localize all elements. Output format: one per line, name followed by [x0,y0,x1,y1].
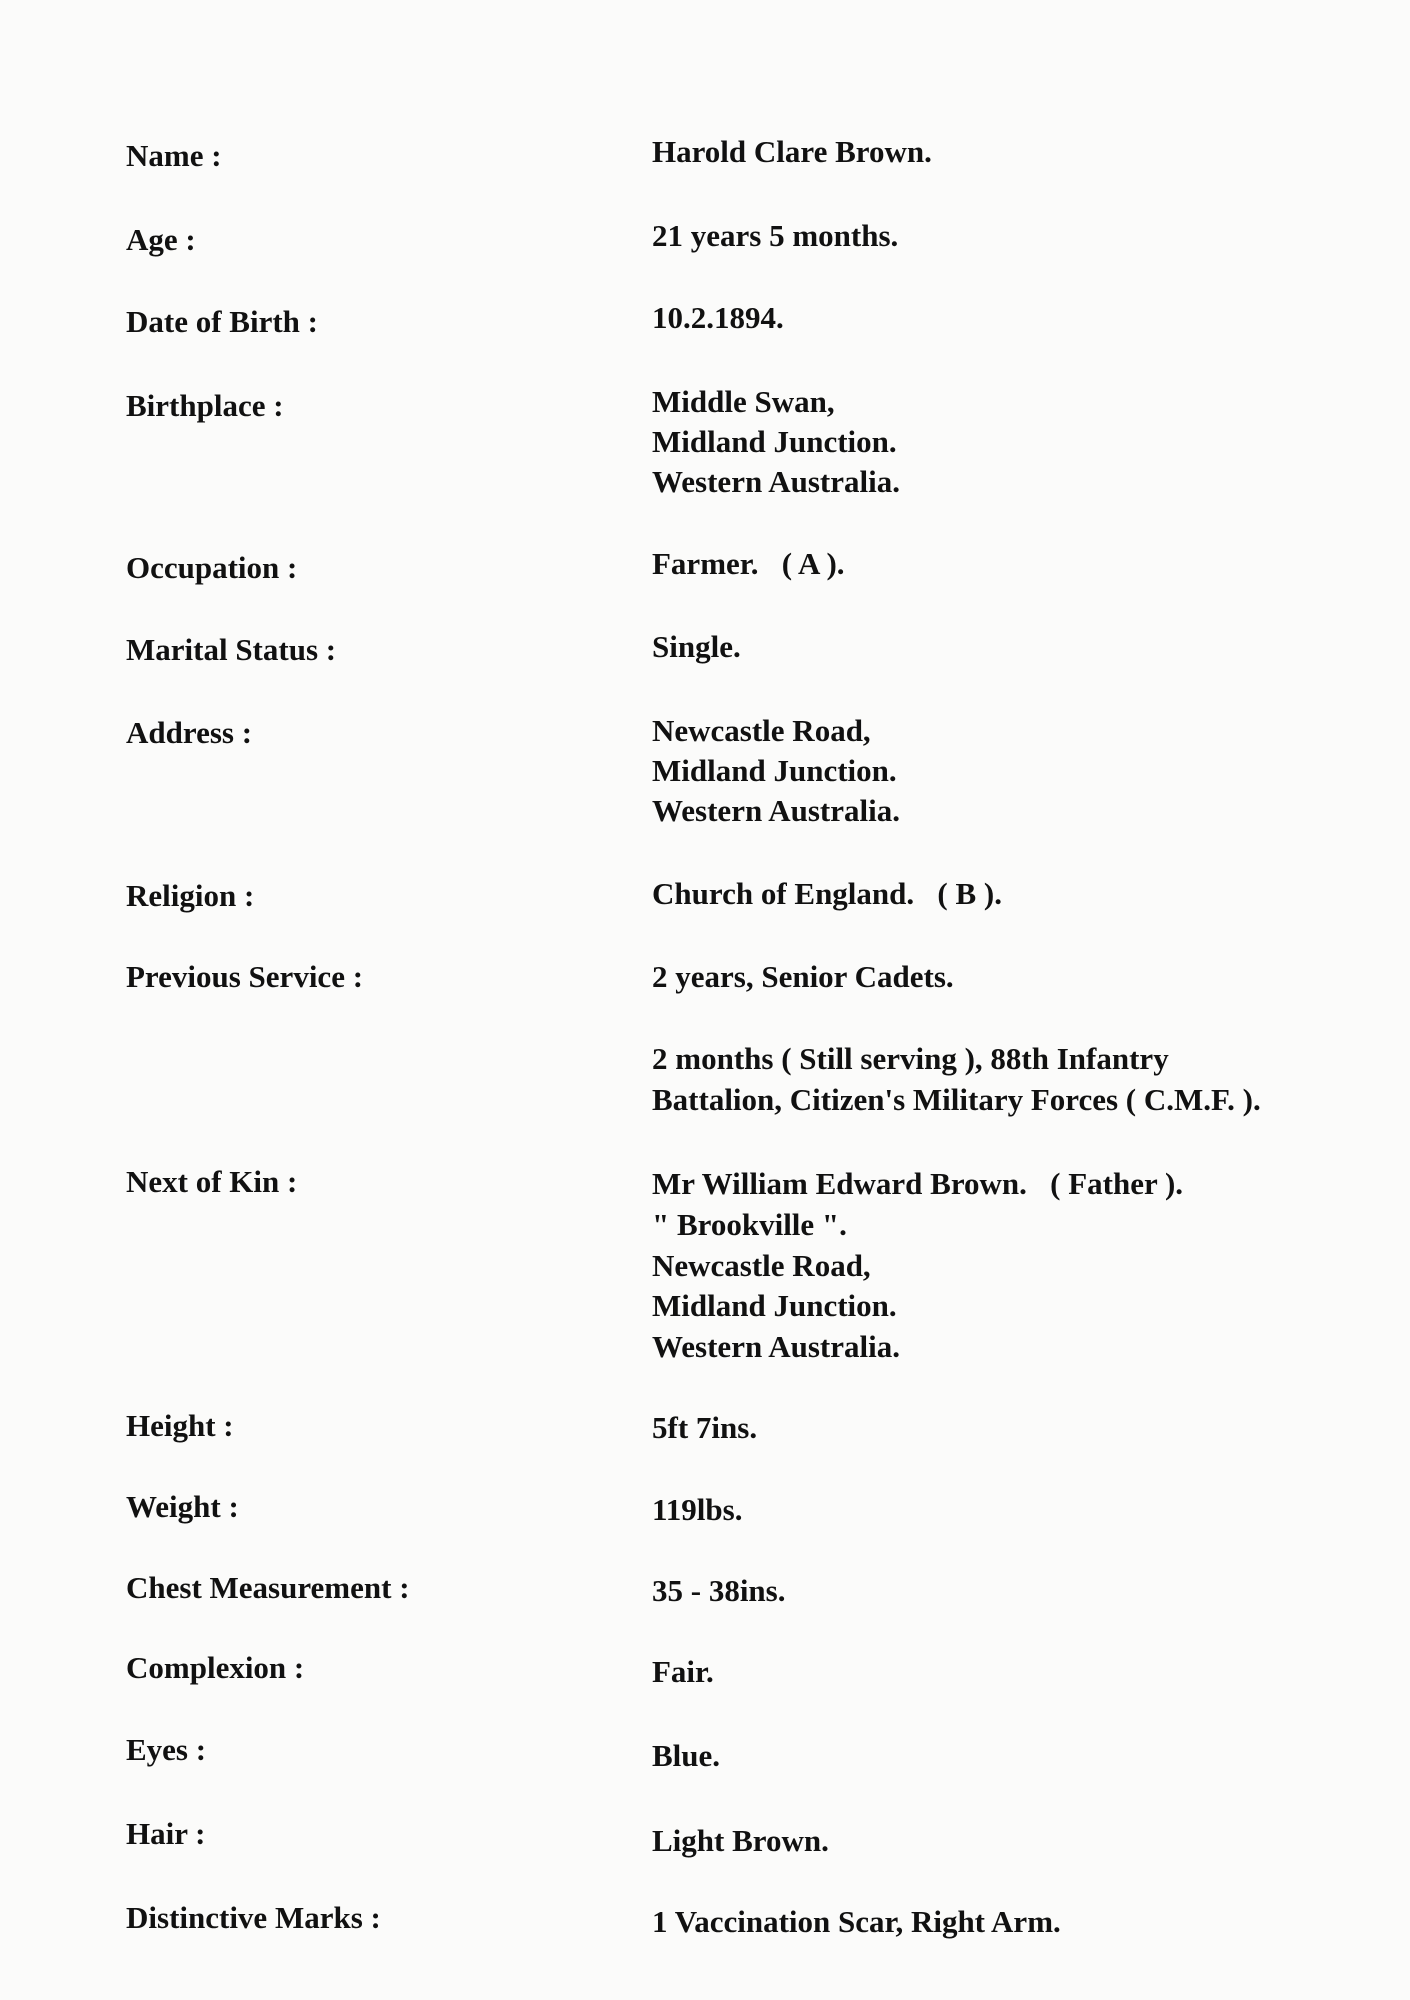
hair-value: Light Brown. [652,1823,829,1858]
next-of-kin-line: Western Australia. [652,1329,900,1364]
hair-label: Hair : [126,1816,206,1851]
address-line: Midland Junction. [652,753,897,788]
marital-status-value: Single. [652,629,741,664]
age-label: Age : [126,222,196,257]
date-of-birth-label: Date of Birth : [126,304,318,339]
address-line: Western Australia. [652,793,900,828]
next-of-kin-line: Midland Junction. [652,1288,897,1323]
previous-service-line: 2 years, Senior Cadets. [652,959,954,994]
chest-measurement-label: Chest Measurement : [126,1570,410,1605]
eyes-value: Blue. [652,1738,721,1773]
chest-measurement-value: 35 - 38ins. [652,1573,786,1608]
name-value: Harold Clare Brown. [652,134,932,169]
religion-label: Religion : [126,878,255,913]
next-of-kin-line: Newcastle Road, [652,1248,871,1283]
weight-value: 119lbs. [652,1492,743,1527]
complexion-label: Complexion : [126,1650,305,1685]
date-of-birth-value: 10.2.1894. [652,300,784,335]
religion-value: Church of England. ( B ). [652,876,1002,911]
weight-label: Weight : [126,1489,239,1524]
birthplace-line: Midland Junction. [652,424,897,459]
distinctive-marks-value: 1 Vaccination Scar, Right Arm. [652,1904,1061,1939]
name-label: Name : [126,138,222,173]
previous-service-line: 2 months ( Still serving ), 88th Infantry [652,1041,1169,1076]
height-value: 5ft 7ins. [652,1410,758,1445]
previous-service-label: Previous Service : [126,959,364,994]
next-of-kin-line: " Brookville ". [652,1207,847,1242]
previous-service-line: Battalion, Citizen's Military Forces ( C.M.F. ). [652,1082,1261,1117]
birthplace-line: Middle Swan, [652,384,835,419]
address-label: Address : [126,715,253,750]
birthplace-label: Birthplace : [126,388,284,423]
marital-status-label: Marital Status : [126,632,337,667]
complexion-value: Fair. [652,1654,714,1689]
next-of-kin-line: Mr William Edward Brown. ( Father ). [652,1166,1184,1201]
birthplace-line: Western Australia. [652,464,900,499]
address-line: Newcastle Road, [652,713,871,748]
distinctive-marks-label: Distinctive Marks : [126,1900,381,1935]
age-value: 21 years 5 months. [652,218,899,253]
occupation-label: Occupation : [126,550,298,585]
occupation-value: Farmer. ( A ). [652,546,845,581]
height-label: Height : [126,1408,234,1443]
next-of-kin-label: Next of Kin : [126,1164,298,1199]
eyes-label: Eyes : [126,1732,207,1767]
